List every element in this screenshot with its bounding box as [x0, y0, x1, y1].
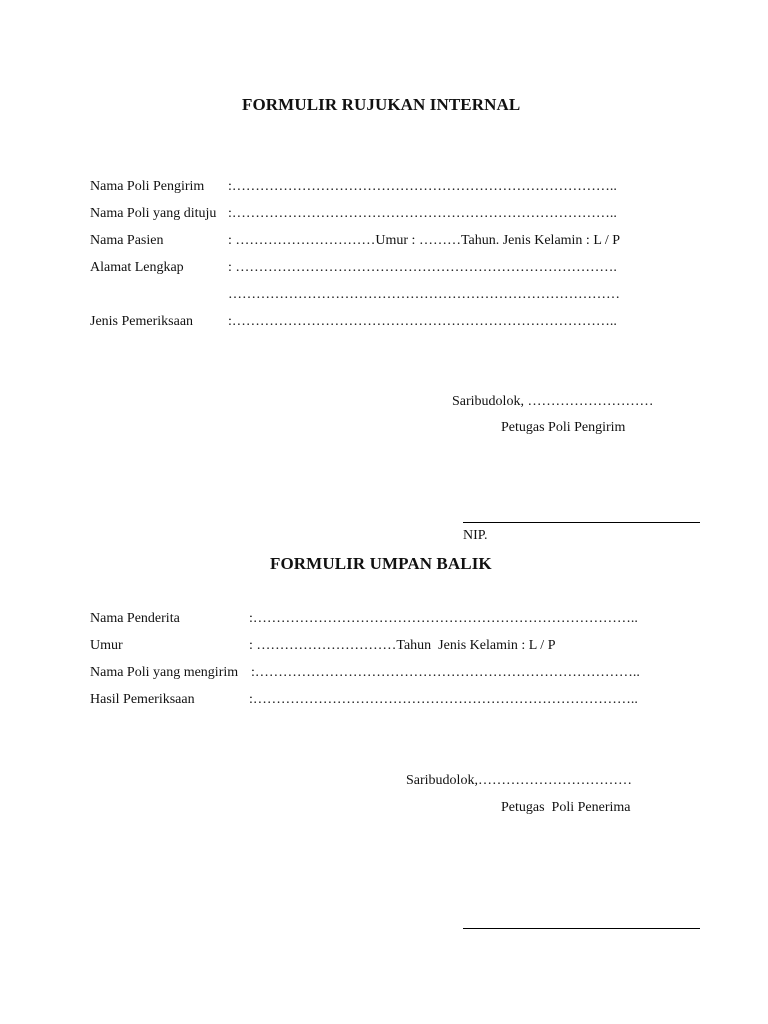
form1-nip-label: NIP.: [463, 528, 488, 543]
form2-signer: Petugas Poli Penerima: [501, 800, 631, 815]
form2-label-hasil-pemeriksaan: Hasil Pemeriksaan: [90, 692, 195, 707]
form1-label-alamat: Alamat Lengkap: [90, 260, 184, 275]
form1-signature-line: [463, 522, 700, 523]
form1-label-nama-pasien: Nama Pasien: [90, 233, 164, 248]
form2-label-umur: Umur: [90, 638, 123, 653]
form2-title: FORMULIR UMPAN BALIK: [270, 554, 492, 573]
form1-place-date: Saribudolok, ………………………: [452, 394, 654, 409]
form1-value-alamat: : ……………………………………………………………………….: [228, 260, 617, 275]
form1-value-alamat-line2: …………………………………………………………………………: [228, 287, 620, 302]
form2-value-nama-poli-mengirim: :………………………………………………………………………..: [251, 665, 640, 680]
form1-value-nama-poli-pengirim: :………………………………………………………………………..: [228, 179, 617, 194]
form2-value-umur: : …………………………Tahun Jenis Kelamin : L / P: [249, 638, 556, 653]
form1-title: FORMULIR RUJUKAN INTERNAL: [242, 95, 521, 114]
form1-label-nama-poli-pengirim: Nama Poli Pengirim: [90, 179, 205, 194]
form1-value-jenis-pemeriksaan: :………………………………………………………………………..: [228, 314, 617, 329]
form2-label-nama-penderita: Nama Penderita: [90, 611, 180, 626]
form2-label-nama-poli-mengirim: Nama Poli yang mengirim: [90, 665, 239, 680]
form1-value-nama-pasien: : …………………………Umur : ………Tahun. Jenis Kelamin : L / P: [228, 233, 621, 248]
form2-value-nama-penderita: :………………………………………………………………………..: [249, 611, 638, 626]
form2-signature-line: [463, 928, 700, 929]
form1-value-nama-poli-dituju: :………………………………………………………………………..: [228, 206, 617, 221]
form1-label-jenis-pemeriksaan: Jenis Pemeriksaan: [90, 314, 194, 329]
form2-place-date: Saribudolok,……………………………: [406, 773, 632, 788]
form2-value-hasil-pemeriksaan: :………………………………………………………………………..: [249, 692, 638, 707]
form1-label-nama-poli-dituju: Nama Poli yang dituju: [90, 206, 217, 221]
form1-signer: Petugas Poli Pengirim: [501, 420, 626, 435]
